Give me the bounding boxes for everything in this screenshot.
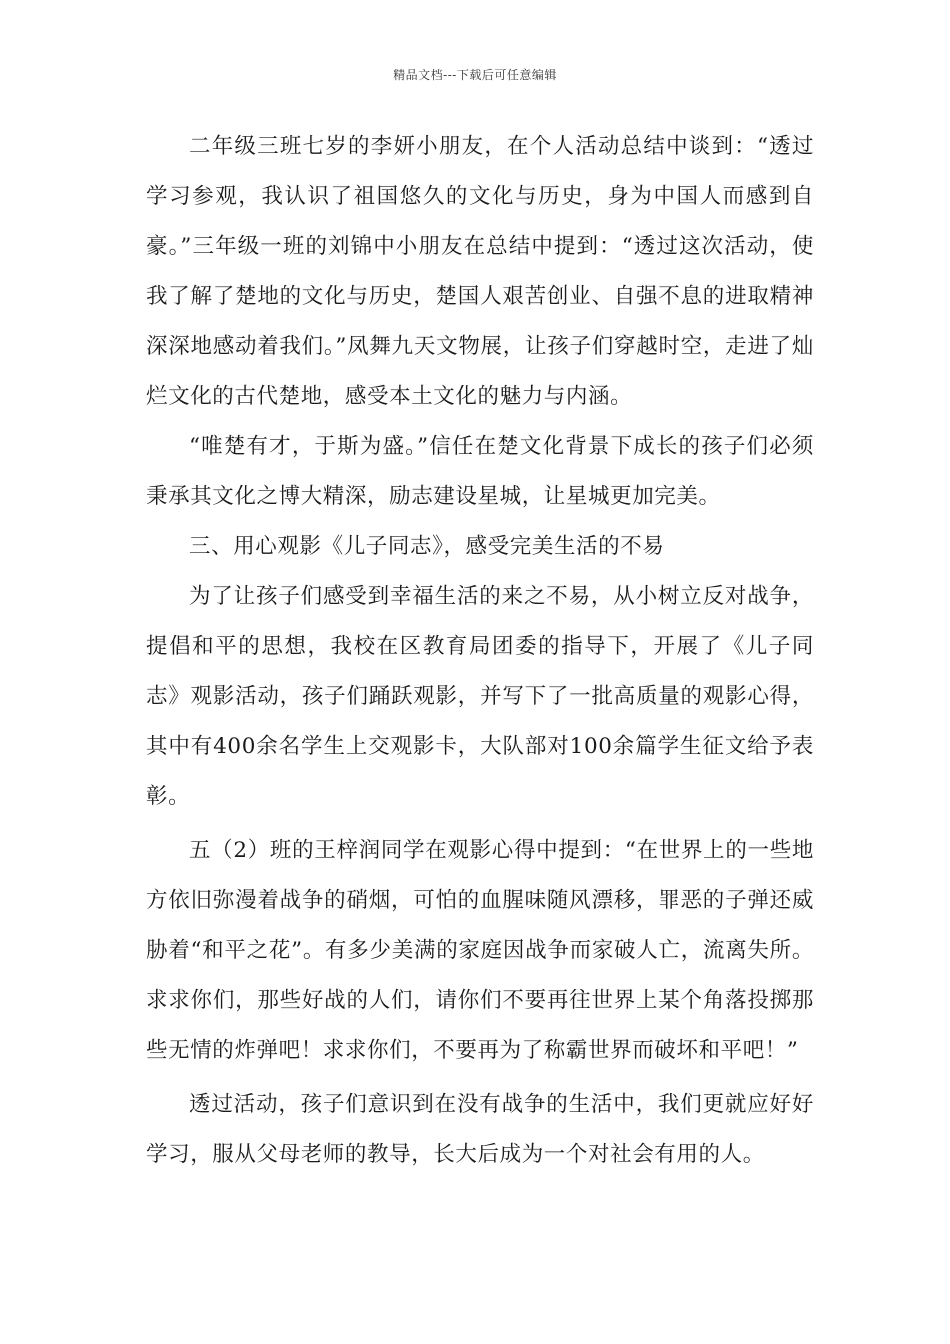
document-body bbox=[146, 122, 814, 1180]
paragraph: 二年级三班七岁的李妍小朋友，在个人活动总结中谈到：“透过学习参观，我认识了祖国悠久的文化与历史，身为中国人而感到自豪。”三年级一班的刘锦中小朋友在总结中提到：“透过这次活动，使我了解了楚地的文化与历史，楚国人艰苦创业、自强不息的进取精神深深地感动着我们。”凤舞九天文物展，让孩子们穿越时空，走进了灿烂文化的古代楚地，感受本土文化的魅力与内涵。 bbox=[146, 134, 814, 409]
page-header: 精品文档---下载后可任意编辑 bbox=[393, 68, 557, 82]
paragraph: 为了让孩子们感受到幸福生活的来之不易，从小树立反对战争，提倡和平的思想，我校在区教育局团委的指导下，开展了《儿子同志》观影活动，孩子们踊跃观影，并写下了一批高质量的观影心得，其中有400余名学生上交观影卡，大队部对100余篇学生征文给予表彰。 bbox=[146, 584, 814, 809]
paragraph: 透过活动，孩子们意识到在没有战争的生活中，我们更就应好好学习，服从父母老师的教导，长大后成为一个对社会有用的人。 bbox=[146, 1092, 814, 1167]
section-heading: 三、用心观影《儿子同志》，感受完美生活的不易 bbox=[189, 534, 665, 559]
paragraph: “唯楚有才，于斯为盛。”信任在楚文化背景下成长的孩子们必须秉承其文化之博大精深，励志建设星城，让星城更加完美。 bbox=[146, 434, 814, 509]
paragraph: 五（2）班的王梓润同学在观影心得中提到：“在世界上的一些地方依旧弥漫着战争的硝烟，可怕的血腥味随风漂移，罪恶的子弹还威胁着“和平之花”。有多少美满的家庭因战争而家破人亡，流离失所。求求你们，那些好战的人们，请你们不要再往世界上某个角落投掷那些无情的炸弹吧！求求你们，不要再为了称霸世界而破坏和平吧！” bbox=[146, 838, 814, 1063]
